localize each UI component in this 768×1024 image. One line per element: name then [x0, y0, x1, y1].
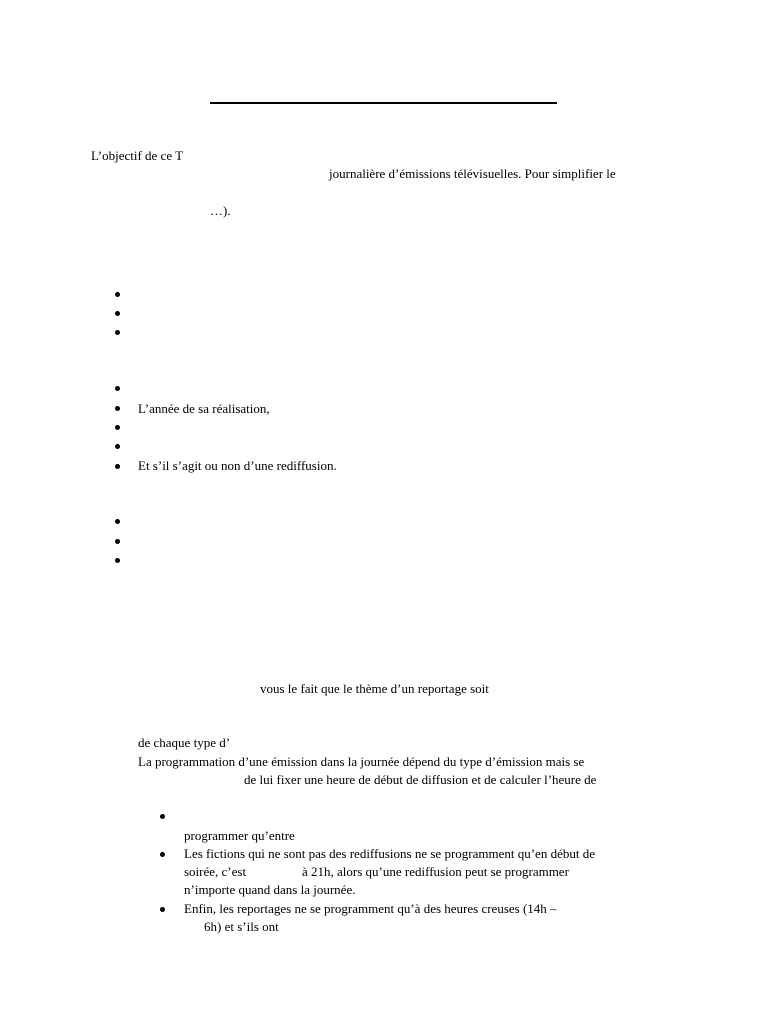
list2-bullet-3 — [115, 425, 120, 430]
section-line-1: de chaque type d’ — [138, 735, 231, 750]
list3-bullet-2 — [115, 539, 120, 544]
title-underline — [210, 102, 557, 104]
list2-bullet-1 — [115, 386, 120, 391]
rules-item-1-continued: programmer qu’entre — [184, 828, 295, 843]
rules-item-2-line-2b: à 21h, alors qu’une rediffusion peut se programmer — [302, 864, 569, 879]
list1-bullet-1 — [115, 292, 120, 297]
intro-line-2: journalière d’émissions télévisuelles. Pour simplifier le — [329, 166, 616, 181]
list1-bullet-3 — [115, 330, 120, 335]
rules-bullet-1 — [160, 814, 165, 819]
list2-bullet-2 — [115, 406, 120, 411]
list3-bullet-1 — [115, 519, 120, 524]
list2-item-5: Et s’il s’agit ou non d’une rediffusion. — [138, 458, 337, 473]
intro-line-1: L’objectif de ce T — [91, 148, 184, 163]
rules-item-3-line-1: Enfin, les reportages ne se programment qu’à des heures creuses (14h – — [184, 901, 557, 916]
rules-item-3-line-2: 6h) et s’ils ont — [204, 919, 279, 934]
list2-item-2: L’année de sa réalisation, — [138, 401, 270, 416]
middle-line-1: vous le fait que le thème d’un reportage soit — [260, 681, 489, 696]
rules-item-2-line-2a: soirée, c’est — [184, 864, 247, 879]
section-line-2: La programmation d’une émission dans la journée dépend du type d’émission mais se — [138, 754, 585, 769]
list2-bullet-5 — [115, 464, 120, 469]
rules-bullet-3 — [160, 907, 165, 912]
rules-item-2-line-3: n’importe quand dans la journée. — [184, 882, 356, 897]
intro-line-3: …). — [210, 203, 231, 218]
list1-bullet-2 — [115, 311, 120, 316]
list3-bullet-3 — [115, 558, 120, 563]
section-line-3: de lui fixer une heure de début de diffusion et de calculer l’heure de — [244, 772, 597, 787]
rules-bullet-2 — [160, 852, 165, 857]
rules-item-2-line-1: Les fictions qui ne sont pas des rediffusions ne se programment qu’en début de — [184, 846, 595, 861]
list2-bullet-4 — [115, 444, 120, 449]
